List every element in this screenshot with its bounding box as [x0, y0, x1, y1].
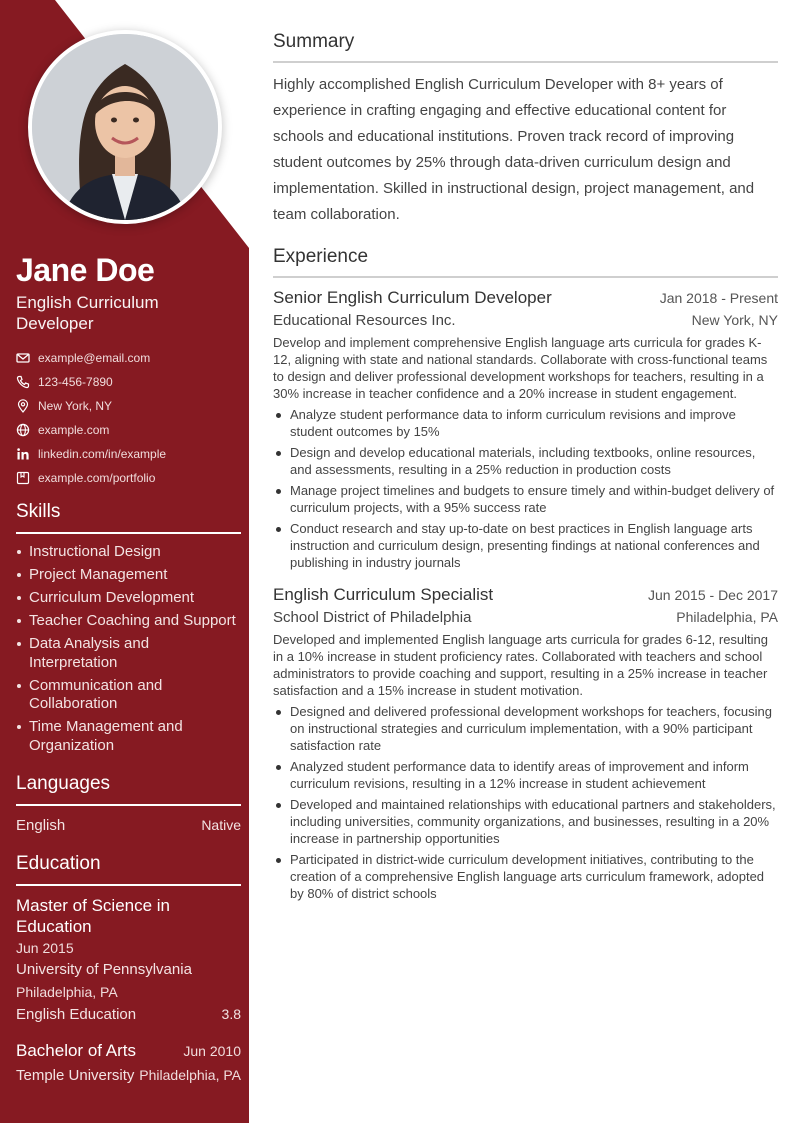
- education-section: [16, 852, 241, 1087]
- job-bullet: Manage project timelines and budgets to ensure timely and within-budget delivery of curriculum projects, with a 95% success rate: [273, 482, 778, 516]
- contact-linkedin[interactable]: [16, 442, 166, 466]
- education-school: University of Pennsylvania: [16, 961, 192, 978]
- skill-item: Communication and Collaboration: [16, 677, 179, 714]
- job-entry: [273, 583, 778, 902]
- education-gpa: 3.8: [221, 1006, 241, 1022]
- phone-icon: [16, 375, 30, 389]
- job-description: Developed and implemented English language arts curricula for grades 6-12, resulting in a 10% increase in student proficiency rates. Collaborated with teachers and school administrators to provide coaching and support, resulting in a 25% increase in teacher satisfaction and a 15% increase in student motivation.: [273, 632, 769, 698]
- job-bullet: Conduct research and stay up-to-date on best practices in English language arts instruction and curriculum design, presenting findings at national conferences and publishing in industry journals: [273, 520, 778, 571]
- job-company: Educational Resources Inc.: [273, 312, 456, 329]
- candidate-role: English Curriculum Developer: [16, 293, 159, 333]
- summary-title: Summary: [273, 30, 778, 63]
- skill-item: Curriculum Development: [16, 589, 241, 608]
- contact-phone[interactable]: [16, 370, 166, 394]
- education-item: [16, 1040, 241, 1087]
- education-degree: Master of Science in Education: [16, 896, 171, 936]
- education-degree-row: [16, 1040, 241, 1062]
- education-date: Jun 2015: [16, 940, 74, 956]
- job-bullets: [273, 703, 778, 902]
- contact-location: [16, 394, 166, 418]
- education-location: Philadelphia, PA: [139, 1067, 241, 1083]
- skill-item: Data Analysis and Interpretation: [16, 635, 179, 672]
- job-description: Develop and implement comprehensive English language arts curricula for grades K-12, aligning with state and national standards. Collaborate with cross-functional teams to design and deliver professional development workshops for teachers, resulting in a 30% increase in teacher confidence and a 20% increase in student engagement.: [273, 335, 768, 401]
- job-date: Jan 2018 - Present: [659, 290, 778, 306]
- portrait-image: [32, 34, 218, 220]
- main-content: [273, 30, 778, 906]
- contact-location-text: New York, NY: [38, 399, 113, 413]
- skill-item: Time Management and Organization: [16, 718, 209, 755]
- contact-portfolio[interactable]: [16, 466, 166, 490]
- contact-portfolio-text: example.com/portfolio: [38, 471, 156, 485]
- job-bullet: Designed and delivered professional development workshops for teachers, focusing on instructional strategies and curriculum implementation, with a 90% participant satisfaction rate: [273, 703, 778, 754]
- education-date: Jun 2010: [183, 1043, 241, 1059]
- job-header: [273, 583, 778, 607]
- education-school-row: [16, 1064, 241, 1087]
- summary-text: Highly accomplished English Curriculum Developer with 8+ years of experience in crafting engaging and effective educational content for schools and educational institutions. Proven track record of improving student outcomes by 25% through data-driven curriculum design and implementation. Skilled in instructional design, project management, and team collaboration.: [273, 76, 755, 223]
- job-bullet: Analyze student performance data to inform curriculum revisions and improve student outcomes by 15%: [273, 406, 778, 440]
- contact-website[interactable]: [16, 418, 166, 442]
- job-company: School District of Philadelphia: [273, 609, 472, 626]
- experience-title: Experience: [273, 245, 778, 278]
- skills-title: Skills: [16, 500, 241, 534]
- education-item: [16, 895, 241, 1026]
- experience-section: [273, 245, 778, 902]
- sidebar: [0, 0, 249, 1123]
- contact-website-text: example.com: [38, 423, 110, 437]
- contact-email[interactable]: [16, 346, 166, 370]
- job-location: Philadelphia, PA: [676, 609, 778, 625]
- location-icon: [16, 399, 30, 413]
- job-date: Jun 2015 - Dec 2017: [648, 587, 778, 603]
- job-title: English Curriculum Specialist: [273, 585, 494, 604]
- globe-icon: [16, 423, 30, 437]
- education-field: English Education: [16, 1006, 137, 1023]
- skill-item: Teacher Coaching and Support: [16, 612, 241, 631]
- email-icon: [16, 351, 30, 365]
- job-header: [273, 286, 778, 310]
- education-field-row: [16, 1003, 241, 1026]
- summary-section: [273, 30, 778, 228]
- education-school: Temple University: [16, 1067, 135, 1084]
- language-row: [16, 817, 241, 834]
- education-title: Education: [16, 852, 241, 886]
- candidate-name: Jane Doe: [16, 252, 155, 288]
- skills-list: [16, 543, 241, 755]
- contact-phone-text: 123-456-7890: [38, 375, 113, 389]
- job-company-row: [273, 310, 778, 332]
- job-bullet: Participated in district-wide curriculum development initiatives, contributing to the creation of a comprehensive English language arts curriculum framework, adopted by 80% of district schools: [273, 851, 778, 902]
- education-degree: Bachelor of Arts: [16, 1041, 137, 1060]
- job-company-row: [273, 607, 778, 629]
- language-name: English: [16, 817, 66, 834]
- portfolio-icon: [16, 471, 30, 485]
- job-title: Senior English Curriculum Developer: [273, 288, 552, 307]
- job-bullet: Developed and maintained relationships with educational partners and stakeholders, including universities, community organizations, and businesses, resulting in a 20% increase in partnership opportunities: [273, 796, 778, 847]
- languages-title: Languages: [16, 772, 241, 806]
- contact-list: [16, 346, 166, 490]
- education-location: Philadelphia, PA: [16, 984, 118, 1000]
- job-location: New York, NY: [691, 312, 778, 328]
- profile-photo: [28, 30, 222, 224]
- skill-item: Project Management: [16, 566, 241, 585]
- linkedin-icon: [16, 447, 30, 461]
- job-entry: [273, 286, 778, 571]
- job-bullets: [273, 406, 778, 571]
- language-level: Native: [201, 817, 241, 833]
- job-bullet: Design and develop educational materials, including textbooks, online resources, and assessments, resulting in a 25% reduction in production costs: [273, 444, 778, 478]
- languages-section: [16, 772, 241, 834]
- contact-email-text: example@email.com: [38, 351, 151, 365]
- job-bullet: Analyzed student performance data to identify areas of improvement and inform curriculum revisions, resulting in a 12% increase in student achievement: [273, 758, 778, 792]
- contact-linkedin-text: linkedin.com/in/example: [38, 447, 167, 461]
- skill-item: Instructional Design: [16, 543, 241, 562]
- skills-section: [16, 500, 241, 760]
